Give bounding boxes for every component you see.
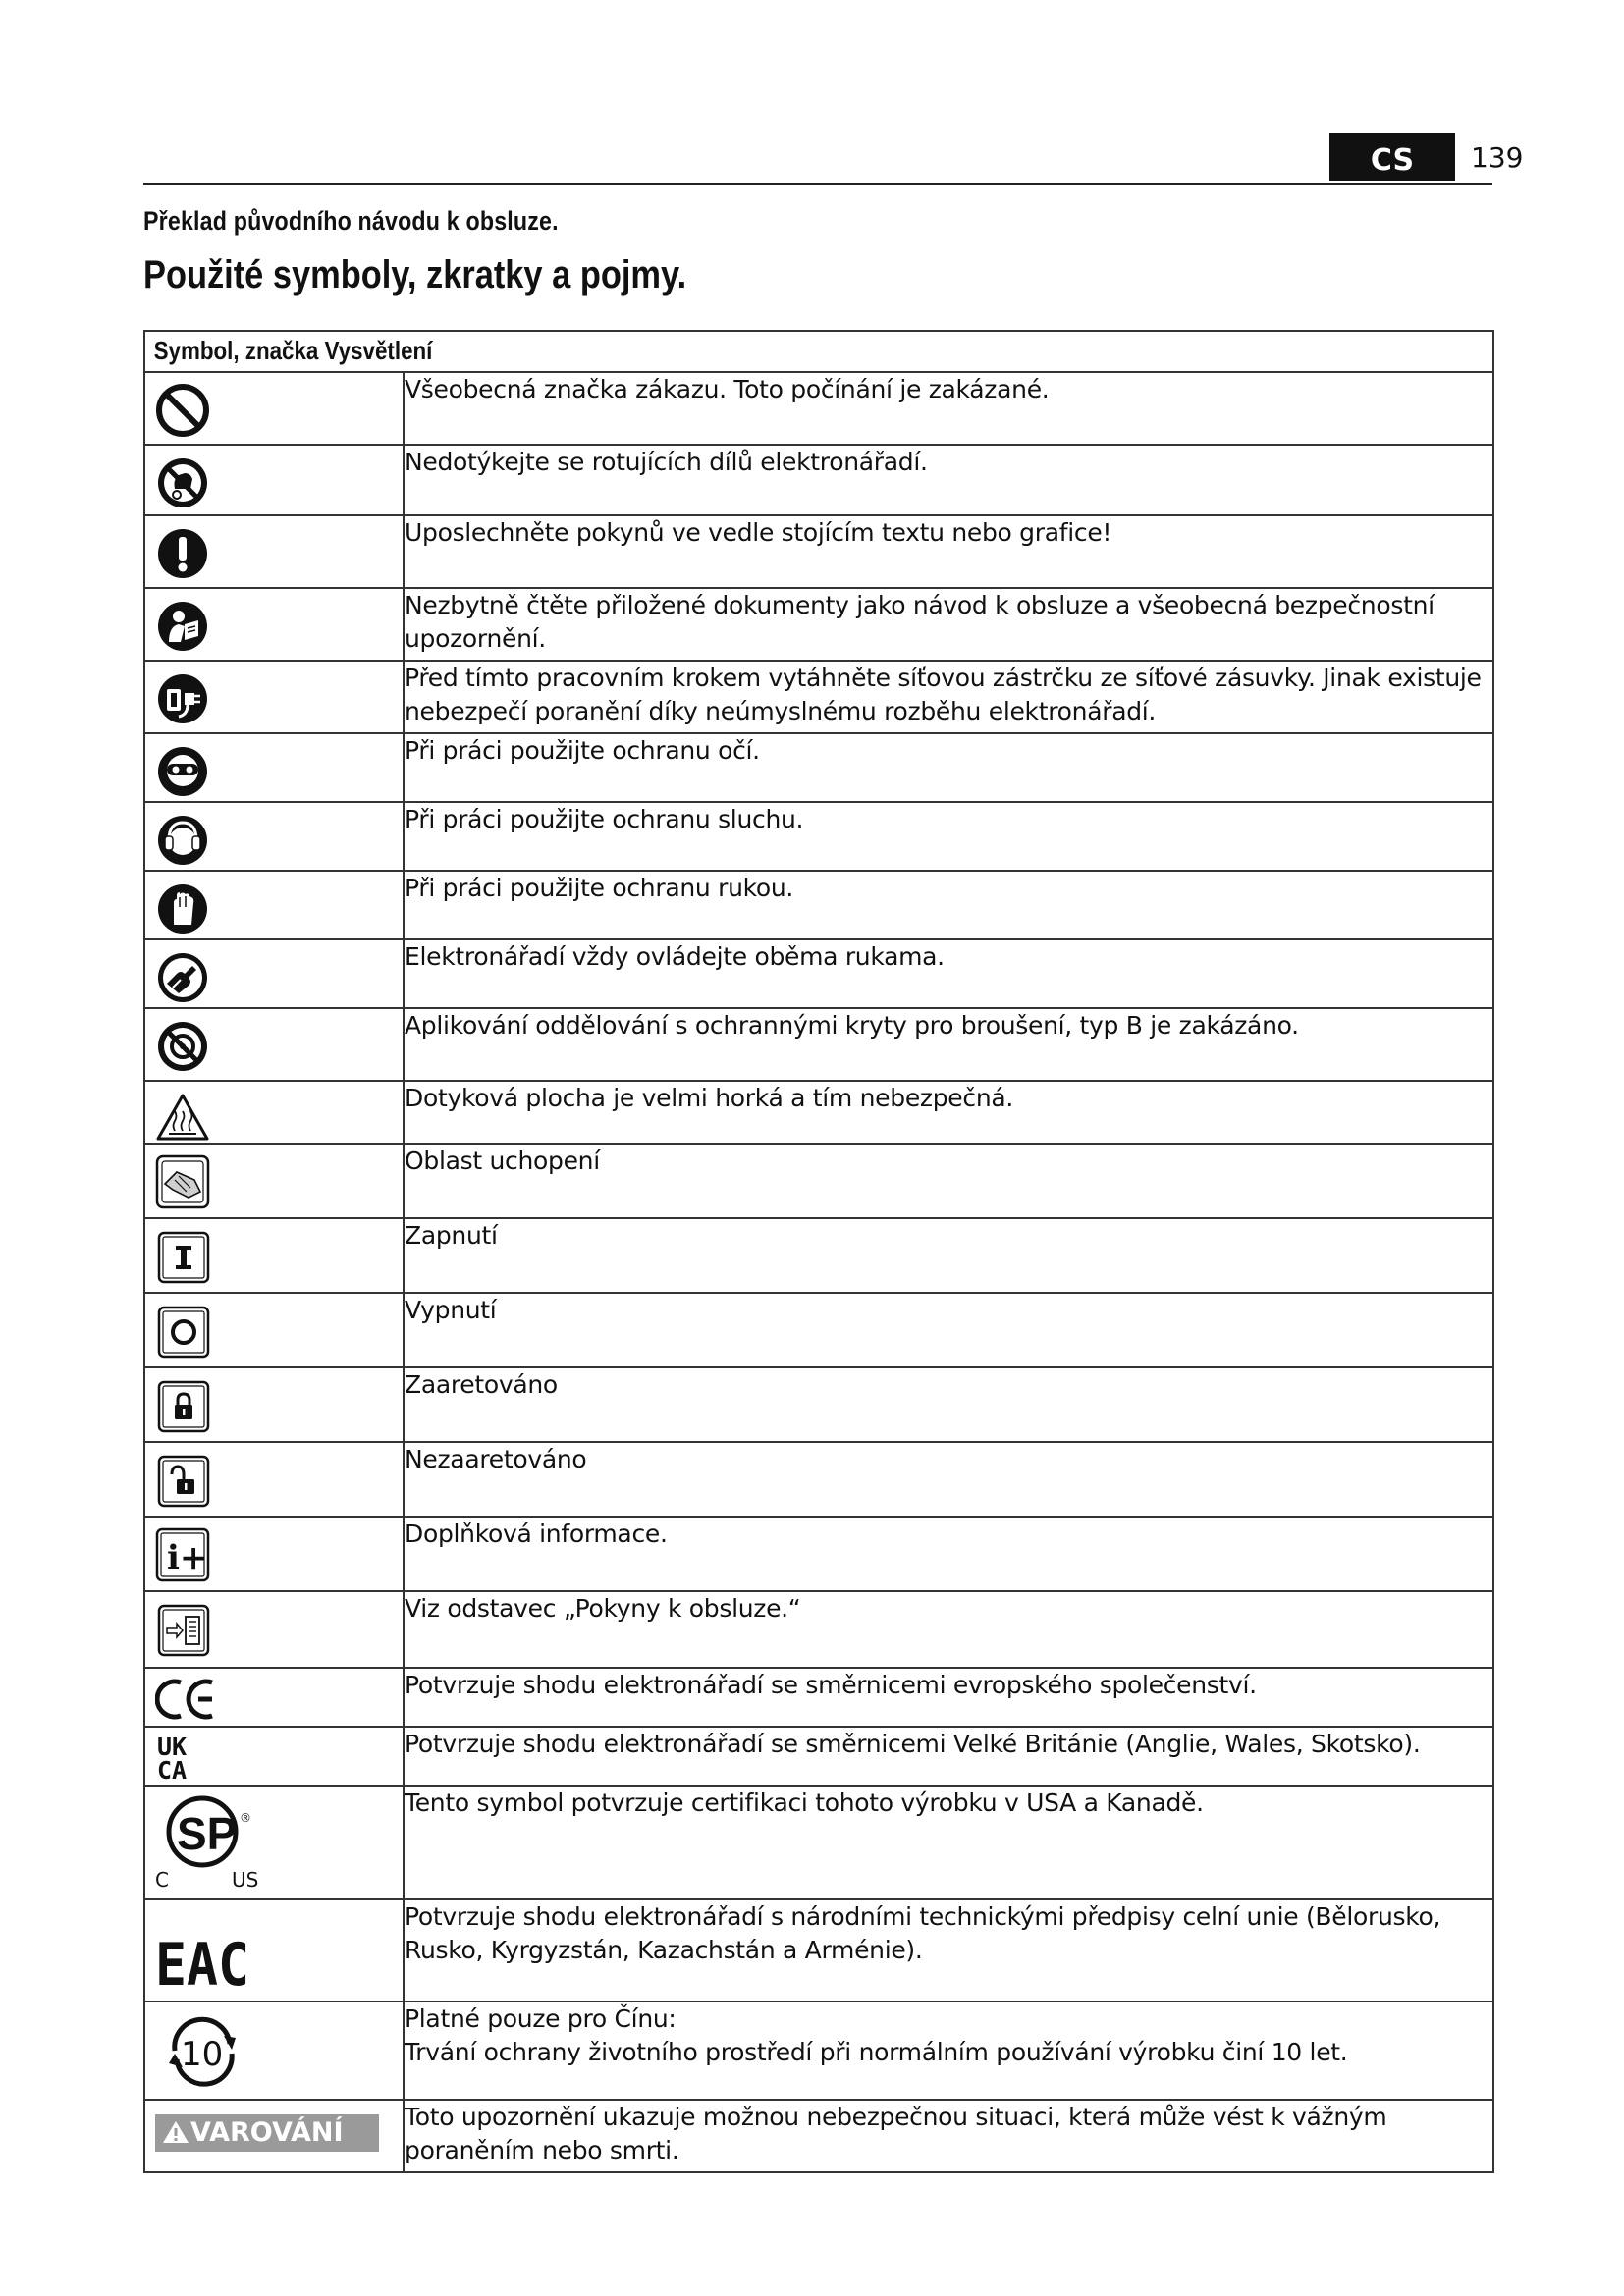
- explanation-cell: Všeobecná značka zákazu. Toto počínání je zakázané.: [404, 372, 1493, 445]
- table-row: [144, 588, 1493, 661]
- symbol-cell: [144, 2100, 404, 2172]
- symbol-cell: [144, 1899, 404, 2002]
- explanation-cell: Při práci použijte ochranu rukou.: [404, 871, 1493, 939]
- svg-text:EAC: EAC: [155, 1931, 249, 1991]
- table-row: [144, 1591, 1493, 1668]
- table-row: [144, 1899, 1493, 2002]
- symbol-cell: [144, 733, 404, 802]
- grip-area-icon: [155, 1154, 210, 1209]
- column-header-symbol: Symbol, značka: [153, 336, 319, 365]
- explanation-cell: Vypnutí: [404, 1293, 1493, 1367]
- page-title: Použité symboly, zkratky a pojmy.: [143, 253, 687, 296]
- explanation-cell: Před tímto pracovním krokem vytáhněte síťovou zástrčku ze síťové zásuvky. Jinak existuje nebezpečí poranění díky neúmyslnému rozběhu elektronářadí.: [404, 661, 1493, 733]
- china-10-years-icon: [155, 2006, 253, 2095]
- symbol-cell: [144, 1727, 404, 1786]
- symbol-cell: [144, 588, 404, 661]
- symbol-cell: [144, 1786, 404, 1899]
- table-row: [144, 1144, 1493, 1218]
- symbol-cell: [144, 871, 404, 939]
- table-row: [144, 1727, 1493, 1786]
- explanation-cell: Tento symbol potvrzuje certifikaci tohoto výrobku v USA a Kanadě.: [404, 1786, 1493, 1899]
- table-row: [144, 1293, 1493, 1367]
- explanation-cell: Uposlechněte pokynů ve vedle stojícím textu nebo grafice!: [404, 515, 1493, 588]
- explanation-cell: Nezbytně čtěte přiložené dokumenty jako návod k obsluze a všeobecná bezpečnostní upozornění.: [404, 588, 1493, 661]
- read-manual-icon: [155, 599, 210, 654]
- explanation-cell: Potvrzuje shodu elektronářadí se směrnicemi Velké Británie (Anglie, Wales, Skotsko).: [404, 1727, 1493, 1786]
- table-row: [144, 2002, 1493, 2100]
- explanation-cell: Dotyková plocha je velmi horká a tím nebezpečná.: [404, 1081, 1493, 1144]
- explanation-cell: Oblast uchopení: [404, 1144, 1493, 1218]
- power-on-icon: [155, 1229, 210, 1286]
- symbol-cell: [144, 2002, 404, 2100]
- explanation-cell: Potvrzuje shodu elektronářadí s národními technickými předpisy celní unie (Bělorusko, Rusko, Kyrgyzstán, Kazachstán a Arménie).: [404, 1899, 1493, 2002]
- two-hands-icon: [155, 950, 210, 1005]
- explanation-cell: Při práci použijte ochranu očí.: [404, 733, 1493, 802]
- symbol-cell: [144, 939, 404, 1008]
- table-row: [144, 733, 1493, 802]
- no-grinding-guard-icon: [155, 1019, 210, 1074]
- page-header: [143, 133, 1524, 185]
- no-touch-rotating-icon: [155, 455, 210, 510]
- warning-label-icon: VAROVÁNÍ: [155, 2114, 379, 2152]
- symbol-cell: [144, 1591, 404, 1668]
- page-number: 139: [1471, 141, 1524, 174]
- warning-triangle-icon: [161, 2119, 190, 2145]
- symbol-cell: [144, 661, 404, 733]
- exclamation-icon: [155, 526, 210, 581]
- table-row: [144, 372, 1493, 445]
- svg-text:SP: SP: [177, 1808, 238, 1859]
- symbol-cell: [144, 515, 404, 588]
- explanation-cell: Zapnutí: [404, 1218, 1493, 1293]
- symbol-cell: [144, 1668, 404, 1727]
- hot-surface-icon: [155, 1092, 210, 1143]
- ce-mark-icon: [155, 1677, 218, 1722]
- column-header-explanation: Vysvětlení: [324, 336, 433, 365]
- symbol-cell: [144, 802, 404, 871]
- symbol-cell: [144, 1517, 404, 1591]
- unplug-icon: [155, 671, 210, 726]
- symbol-cell: [144, 1367, 404, 1442]
- unlocked-icon: [155, 1453, 210, 1510]
- explanation-cell: Nezaaretováno: [404, 1442, 1493, 1517]
- document-subtitle: Překlad původního návodu k obsluze.: [143, 206, 559, 236]
- table-row: [144, 939, 1493, 1008]
- explanation-cell: Toto upozornění ukazuje možnou nebezpečnou situaci, která může vést k vážným poraněním nebo smrti.: [404, 2100, 1493, 2172]
- prohibition-icon: [155, 383, 210, 438]
- locked-icon: [155, 1378, 210, 1435]
- table-header: [144, 331, 1493, 372]
- table-row: [144, 2100, 1493, 2172]
- info-icon: [155, 1527, 210, 1584]
- symbol-cell: [144, 1293, 404, 1367]
- power-off-icon: [155, 1304, 210, 1361]
- ukca-mark-icon: [155, 1734, 214, 1783]
- table-row: [144, 1517, 1493, 1591]
- table-row: [144, 661, 1493, 733]
- symbol-cell: [144, 1081, 404, 1144]
- hand-protection-icon: [155, 881, 210, 936]
- symbol-cell: [144, 1008, 404, 1081]
- eye-protection-icon: [155, 744, 210, 799]
- table-row: [144, 1081, 1493, 1144]
- table-header-row: [144, 331, 1493, 372]
- symbols-table: [143, 330, 1494, 2173]
- explanation-cell: Potvrzuje shodu elektronářadí se směrnicemi evropského společenství.: [404, 1668, 1493, 1727]
- symbol-cell: [144, 1442, 404, 1517]
- table-row: [144, 515, 1493, 588]
- table-row: [144, 1786, 1493, 1899]
- explanation-cell: Doplňková informace.: [404, 1517, 1493, 1591]
- explanation-cell: Nedotýkejte se rotujících dílů elektronářadí.: [404, 445, 1493, 515]
- symbol-cell: [144, 1144, 404, 1218]
- table-row: [144, 1668, 1493, 1727]
- symbol-cell: [144, 1218, 404, 1293]
- explanation-cell: Viz odstavec „Pokyny k obsluze.“: [404, 1591, 1493, 1668]
- see-section-icon: [155, 1602, 210, 1659]
- language-badge: CS: [1329, 133, 1455, 181]
- explanation-cell: Elektronářadí vždy ovládejte oběma rukama.: [404, 939, 1493, 1008]
- table-row: [144, 1008, 1493, 1081]
- table-row: [144, 802, 1493, 871]
- svg-text:CA: CA: [157, 1756, 188, 1783]
- svg-text:10: 10: [181, 2035, 224, 2074]
- svg-text:UK: UK: [157, 1734, 188, 1761]
- explanation-cell: Zaaretováno: [404, 1367, 1493, 1442]
- symbol-cell: [144, 445, 404, 515]
- table-row: [144, 1367, 1493, 1442]
- explanation-cell: Při práci použijte ochranu sluchu.: [404, 802, 1493, 871]
- csa-mark-icon: [155, 1792, 273, 1891]
- ear-protection-icon: [155, 813, 210, 868]
- table-row: [144, 1218, 1493, 1293]
- svg-text:®: ®: [240, 1811, 251, 1825]
- explanation-cell: Platné pouze pro Čínu: Trvání ochrany životního prostředí při normálním používání výrobku činí 10 let.: [404, 2002, 1493, 2100]
- table-row: [144, 1442, 1493, 1517]
- table-row: [144, 445, 1493, 515]
- table-row: [144, 871, 1493, 939]
- svg-text:US: US: [232, 1868, 259, 1891]
- eac-mark-icon: [155, 1908, 253, 1991]
- svg-text:i+: i+: [167, 1538, 208, 1577]
- explanation-cell: Aplikování oddělování s ochrannými kryty pro broušení, typ B je zakázáno.: [404, 1008, 1493, 1081]
- symbol-cell: [144, 372, 404, 445]
- svg-text:C: C: [155, 1868, 169, 1891]
